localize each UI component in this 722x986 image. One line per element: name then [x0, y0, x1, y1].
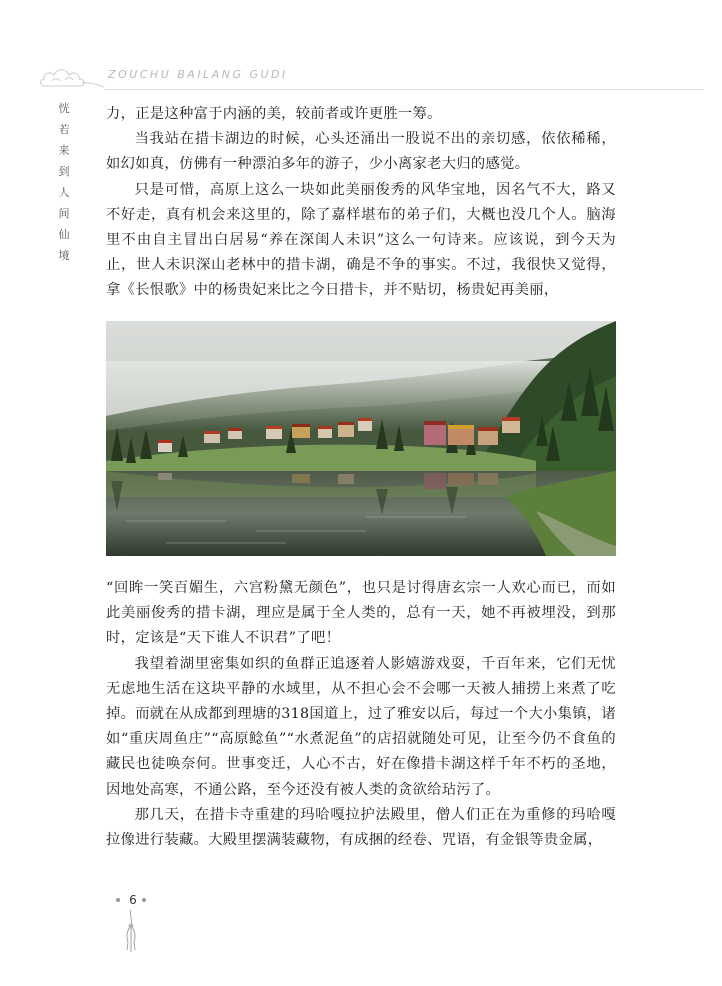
- cloud-ornament-icon: [38, 62, 106, 92]
- running-header: [38, 62, 698, 92]
- body-text-top: [106, 102, 616, 304]
- paragraph: 当我站在措卡湖边的时候，心头还涌出一股说不出的亲切感，依依稀稀，如幻如真，仿佛有一种漂泊多年的游子，少小离家老大归的感觉。: [106, 131, 616, 173]
- paragraph: “回眸一笑百媚生，六宫粉黛无颜色”，也只是讨得唐玄宗一人欢心而已，而如此美丽俊秀的措卡湖，理应是属于全人类的，总有一天，她不再被埋没，到那时，定该是“天下谁人不识君”了吧！: [106, 580, 616, 647]
- lake-landscape-image: [106, 321, 616, 556]
- chapter-vertical-title: 恍若来到人间仙境: [58, 102, 70, 262]
- paragraph: 那几天，在措卡寺重建的玛哈嘎拉护法殿里，僧人们正在为重修的玛哈嘎拉像进行装藏。大殿里摆满装藏物，有成捆的经卷、咒语，有金银等贵金属，: [106, 806, 616, 849]
- header-rule: [104, 89, 704, 90]
- paragraph: 力，正是这种富于内涵的美，较前者或许更胜一筹。: [106, 106, 442, 122]
- page-number: 6: [129, 893, 137, 907]
- page-footer: [112, 890, 172, 960]
- paragraph: 我望着湖里密集如织的鱼群正追逐着人影嬉游戏耍，千百年来，它们无忧无虑地生活在这块平静的水域里，从不担心会不会哪一天被人捕捞上来煮了吃掉。而就在从成都到理塘的318国道上，过了雅安以后，每过一个大小集镇，诸如“重庆周鱼庄”“高原鲶鱼”“水煮泥鱼”的店招就随处可见，让至今仍不食鱼的藏民也徒唤奈何。世事变迁，人心不古，好在像措卡湖这样千年不朽的圣地，因地处高寒，不通公路，至今还没有被人类的贪欲给玷污了。: [106, 655, 616, 798]
- paragraph: 只是可惜，高原上这么一块如此美丽俊秀的风华宝地，因名气不大，路又不好走，真有机会来这里的，除了嘉样堪布的弟子们，大概也没几个人。脑海里不由自主冒出白居易“养在深闺人未识”这么一句诗来。应该说，到今天为止，世人未识深山老林中的措卡湖，确是不争的事实。不过，我很快又觉得，拿《长恨歌》中的杨贵妃来比之今日措卡，并不贴切，杨贵妃再美丽，: [106, 181, 616, 299]
- series-title: ZOUCHU BAILANG GUDI: [108, 68, 288, 81]
- lake-photo: [106, 321, 616, 556]
- body-text-bottom: [106, 576, 616, 853]
